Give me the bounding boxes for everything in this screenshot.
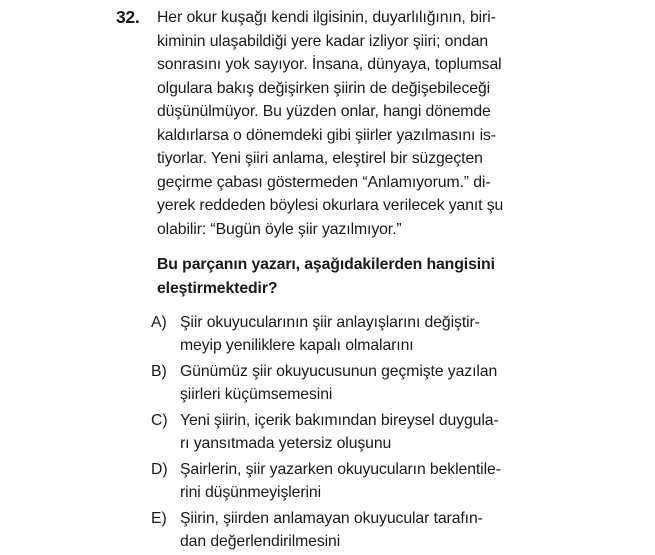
option-b-text[interactable]: Günümüz şiir okuyucusunun geçmişte yazılan: [180, 363, 498, 380]
passage-line: tiyorlar. Yeni şiiri anlama, eleştirel bir süzgeçten: [157, 149, 483, 167]
option-e-text[interactable]: Şiirin, şiirden anlamayan okuyucular tarafın-: [180, 510, 483, 527]
option-c-letter[interactable]: C): [151, 412, 168, 429]
question-prompt: eleştirmektedir?: [157, 279, 278, 297]
option-a-text[interactable]: Şiir okuyucularının şiir anlayışlarını değiştir-: [180, 314, 480, 331]
passage-line: düşünülmüyor. Bu yüzden onlar, hangi dönemde: [157, 102, 491, 120]
passage-line: sonrasını yok sayıyor. İnsana, dünyaya, toplumsal: [157, 55, 502, 73]
option-a-letter[interactable]: A): [151, 314, 167, 331]
option-c-text[interactable]: Yeni şiirin, içerik bakımından bireysel duygula-: [180, 412, 499, 429]
passage-line: olabilir: “Bugün öyle şiir yazılmıyor.”: [157, 220, 402, 238]
question-prompt: Bu parçanın yazarı, aşağıdakilerden hangisini: [157, 255, 495, 273]
passage-line: kaldırlarsa o dönemdeki gibi şiirler yazılmasını is-: [157, 126, 496, 144]
option-b-text[interactable]: şiirleri küçümsemesini: [180, 386, 333, 404]
question-number: 32.: [116, 7, 140, 27]
option-e-text[interactable]: dan değerlendirilmesini: [180, 533, 341, 550]
passage-line: Her okur kuşağı kendi ilgisinin, duyarlılığının, biri-: [157, 8, 496, 26]
option-d-text[interactable]: rini düşünmeyişlerini: [180, 484, 322, 501]
option-d-text[interactable]: Şairlerin, şiir yazarken okuyucuların beklentile-: [180, 461, 501, 478]
option-d-letter[interactable]: D): [151, 461, 168, 478]
option-a-text[interactable]: meyip yeniliklere kapalı olmalarını: [180, 337, 414, 355]
passage-line: kiminin ulaşabildiği yere kadar izliyor şiiri; ondan: [157, 32, 489, 50]
passage-line: olgulara bakış değişirken şiirin de değişebileceği: [157, 79, 491, 97]
passage-line: yerek reddeden böylesi okurlara verilecek yanıt şu: [157, 196, 504, 214]
option-c-text[interactable]: rı yansıtmada yetersiz oluşunu: [180, 435, 392, 452]
option-b-letter[interactable]: B): [151, 363, 167, 380]
option-e-letter[interactable]: E): [151, 510, 167, 527]
passage-line: geçirme çabası göstermeden “Anlamıyorum.” di-: [157, 173, 491, 191]
